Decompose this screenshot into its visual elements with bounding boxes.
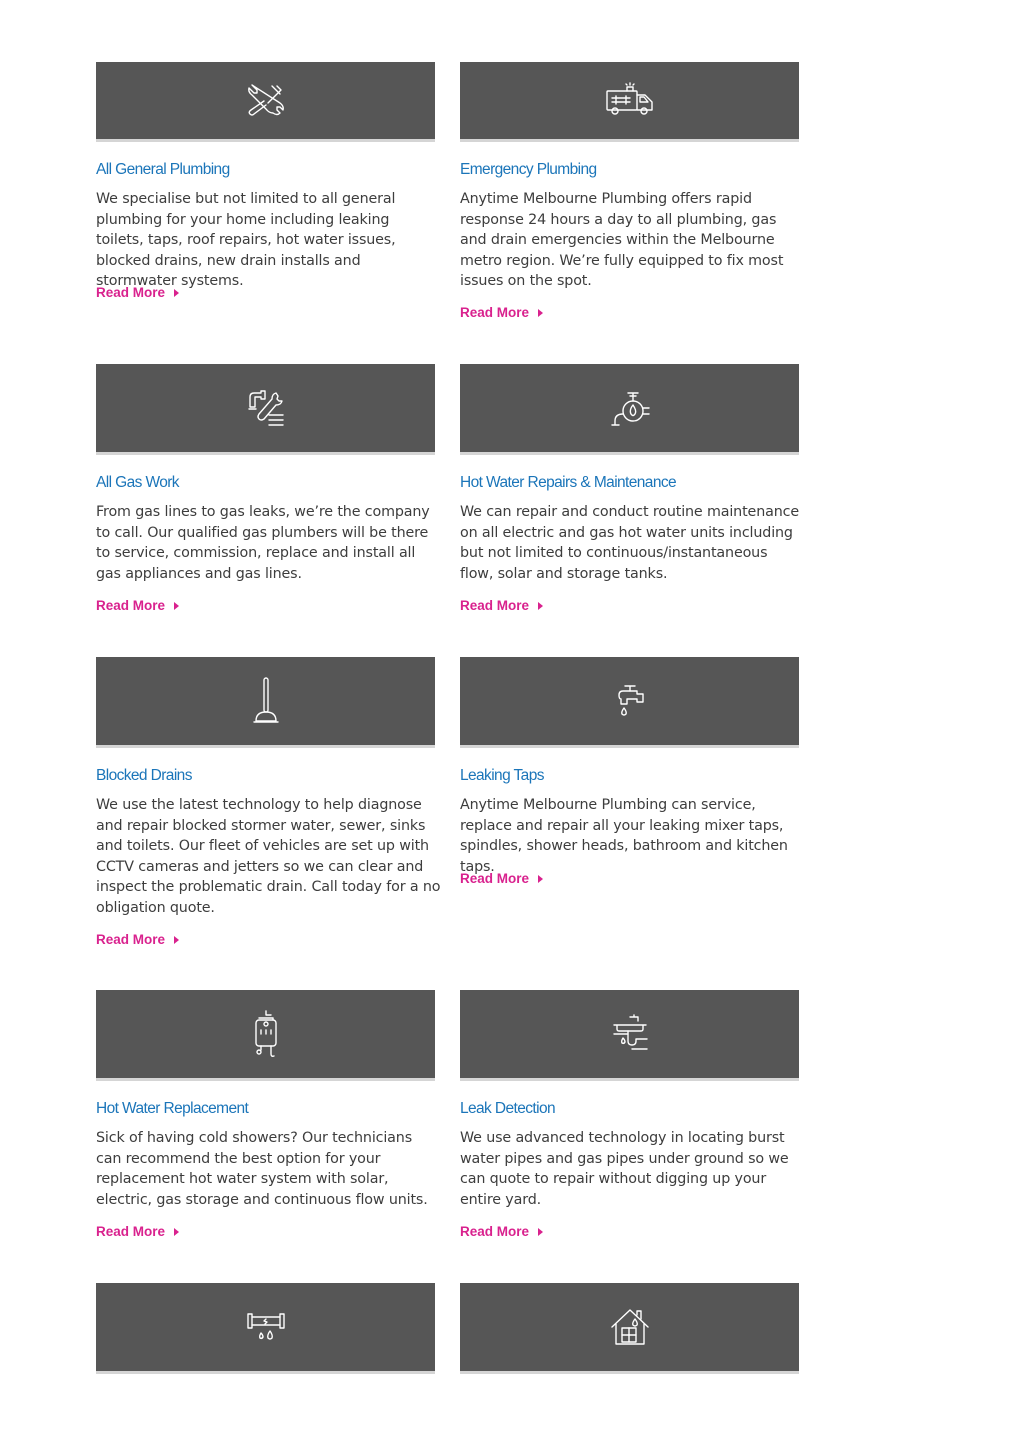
house-leak-icon <box>609 1306 651 1348</box>
service-description: We can repair and conduct routine maintenance on all electric and gas hot water units including but not limited to continuous/instantaneous flow, solar and storage tanks. <box>460 504 799 582</box>
service-title: All General Plumbing <box>96 161 230 178</box>
service-banner-burst-pipes <box>96 1283 435 1374</box>
read-more-label: Read More <box>96 932 166 947</box>
read-more-link[interactable] <box>460 871 543 886</box>
caret-right-icon <box>174 936 179 944</box>
service-description: Anytime Melbourne Plumbing offers rapid response 24 hours a day to all plumbing, gas and drain emergencies within the Melbourne metro region. We’re fully equipped to fix most issues on the spot. <box>460 191 784 289</box>
burst-pipe-icon <box>245 1306 287 1348</box>
caret-right-icon <box>174 1228 179 1236</box>
service-title: Leaking Taps <box>460 767 544 784</box>
leaking-tap-icon <box>609 680 651 722</box>
caret-right-icon <box>538 602 543 610</box>
read-more-label: Read More <box>96 598 166 613</box>
plunger-icon <box>245 675 287 727</box>
service-description: We use advanced technology in locating burst water pipes and gas pipes under ground so we can quote to repair without digging up your entire yard. <box>460 1130 789 1208</box>
gas-pipe-wrench-icon <box>245 387 287 429</box>
caret-right-icon <box>538 1228 543 1236</box>
service-title: Emergency Plumbing <box>460 161 597 178</box>
service-title: Leak Detection <box>460 1100 555 1117</box>
hot-water-valve-icon <box>609 387 651 429</box>
service-banner-hot-water-replacement <box>96 990 435 1081</box>
sink-pipe-icon <box>609 1013 651 1055</box>
read-more-link[interactable] <box>96 598 179 613</box>
read-more-link[interactable] <box>460 305 543 320</box>
water-heater-icon <box>245 1008 287 1060</box>
read-more-label: Read More <box>460 598 530 613</box>
service-description: We use the latest technology to help diagnose and repair blocked stormer water, sewer, sinks and toilets. Our fleet of vehicles are set up with CCTV cameras and jetters so we can clear and inspect the problematic drain. Call today for a no obligation quote. <box>96 797 441 916</box>
service-title: Blocked Drains <box>96 767 192 784</box>
read-more-label: Read More <box>96 285 166 300</box>
service-title: All Gas Work <box>96 474 179 491</box>
service-description: Sick of having cold showers? Our technicians can recommend the best option for your replacement hot water system with solar, electric, gas storage and continuous flow units. <box>96 1130 428 1208</box>
service-banner-gas-work <box>96 364 435 455</box>
service-description: From gas lines to gas leaks, we’re the company to call. Our qualified gas plumbers will be there to service, commission, replace and install all gas appliances and gas lines. <box>96 504 430 582</box>
service-banner-house-leak <box>460 1283 799 1374</box>
caret-right-icon <box>174 289 179 297</box>
service-banner-leak-detection <box>460 990 799 1081</box>
service-banner-leaking-taps <box>460 657 799 748</box>
read-more-link[interactable] <box>96 932 179 947</box>
read-more-link[interactable] <box>460 1224 543 1239</box>
read-more-label: Read More <box>460 871 530 886</box>
service-banner-hot-water-repairs <box>460 364 799 455</box>
tools-icon <box>245 80 287 122</box>
read-more-label: Read More <box>460 1224 530 1239</box>
service-title: Hot Water Repairs & Maintenance <box>460 474 677 491</box>
read-more-link[interactable] <box>96 1224 179 1239</box>
read-more-label: Read More <box>460 305 530 320</box>
service-banner-general-plumbing <box>96 62 435 142</box>
caret-right-icon <box>538 309 543 317</box>
emergency-van-icon <box>604 80 656 122</box>
read-more-link[interactable] <box>460 598 543 613</box>
read-more-label: Read More <box>96 1224 166 1239</box>
service-description: Anytime Melbourne Plumbing can service, replace and repair all your leaking mixer taps, spindles, shower heads, bathroom and kitchen taps. <box>460 797 788 875</box>
caret-right-icon <box>174 602 179 610</box>
service-banner-blocked-drains <box>96 657 435 748</box>
service-title: Hot Water Replacement <box>96 1100 249 1117</box>
read-more-link[interactable] <box>96 285 179 300</box>
service-description: We specialise but not limited to all general plumbing for your home including leaking toilets, taps, roof repairs, hot water issues, blocked drains, new drain installs and stormwater systems. <box>96 191 396 289</box>
caret-right-icon <box>538 875 543 883</box>
service-banner-emergency-plumbing <box>460 62 799 142</box>
